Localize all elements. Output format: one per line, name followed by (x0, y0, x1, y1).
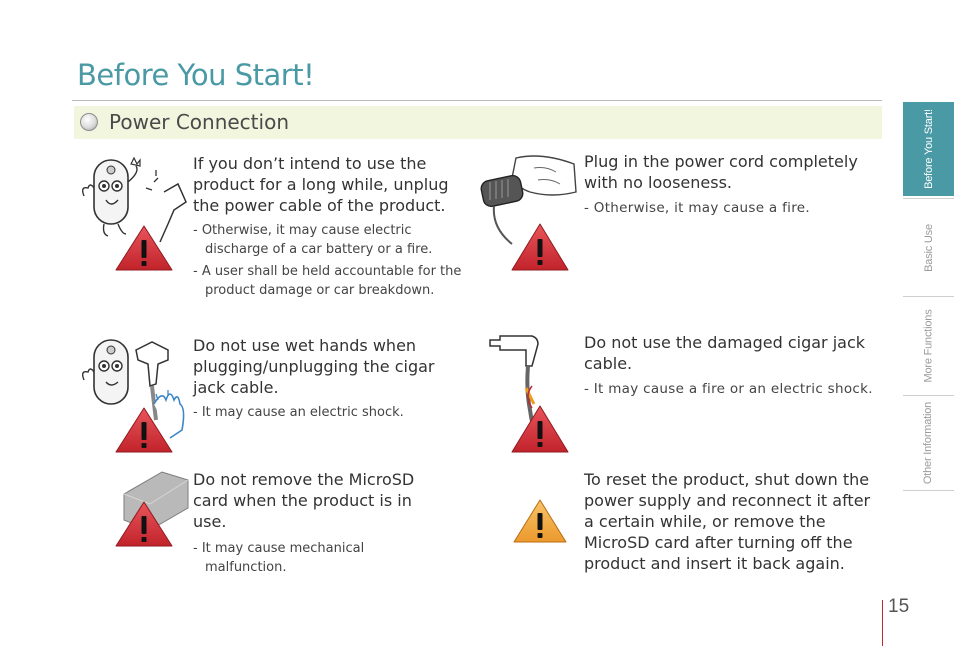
wet-hands-illustration (78, 334, 190, 454)
wet-hands-heading: Do not use wet hands when plugging/unplugging the cigar jack cable. (193, 336, 435, 397)
device-character-icon (83, 158, 140, 236)
tab-divider (903, 490, 954, 491)
unplug-warning (193, 153, 465, 300)
tab-label: More Functions (922, 309, 935, 383)
tab-basic-use[interactable] (903, 200, 954, 296)
damaged-cable-note-1: - It may cause a fire or an electric shock. (584, 381, 873, 397)
unplug-note-1: - Otherwise, it may cause electric discharge of a car battery or a fire. (193, 223, 433, 257)
warning-icon (512, 406, 568, 452)
microsd-illustration (110, 466, 192, 548)
reset-instruction (584, 469, 874, 574)
plug-in-heading: Plug in the power cord completely with no looseness. (584, 152, 858, 192)
microsd-heading: Do not remove the MicroSD card when the product is in use. (193, 470, 415, 531)
microsd-note-1: - It may cause mechanical malfunction. (193, 541, 365, 575)
damaged-cable-warning (584, 332, 876, 399)
bullet-circle-icon (80, 113, 98, 131)
unplug-note-2: - A user shall be held accountable for the product damage or car breakdown. (193, 264, 462, 298)
tab-divider (903, 296, 954, 297)
tab-label: Before You Start! (922, 109, 935, 189)
section-title: Power Connection (109, 110, 289, 134)
page-title: Before You Start! (77, 58, 315, 92)
unplug-illustration (78, 152, 190, 272)
damaged-cable-heading: Do not use the damaged cigar jack cable. (584, 333, 866, 373)
damaged-cable-illustration (472, 330, 584, 454)
tab-divider (903, 198, 954, 199)
tab-label: Other Information (922, 401, 935, 485)
title-divider (72, 100, 882, 101)
tab-label: Basic Use (922, 224, 935, 272)
microsd-warning (193, 469, 443, 577)
hand-plug-icon (480, 156, 576, 244)
warning-icon (512, 224, 568, 270)
section-header (74, 106, 882, 139)
wet-hands-warning (193, 335, 455, 423)
tab-before-you-start[interactable] (903, 102, 954, 196)
plug-in-illustration (472, 148, 584, 272)
power-plug-icon (146, 170, 186, 242)
device-character-icon (83, 340, 128, 404)
tab-divider (903, 395, 954, 396)
page-number: 15 (888, 596, 910, 617)
unplug-heading: If you don’t intend to use the product for a long while, unplug the power cable of the product. (193, 154, 449, 215)
reset-heading: To reset the product, shut down the power supply and reconnect it after a certain while, or remove the MicroSD card after turning off the product and insert it back again. (584, 470, 871, 573)
caution-icon (514, 500, 566, 542)
plug-in-note-1: - Otherwise, it may cause a fire. (584, 200, 810, 216)
tab-more-functions[interactable] (903, 298, 954, 394)
wet-hands-note-1: - It may cause an electric shock. (193, 405, 404, 420)
reset-caution-illustration (512, 498, 568, 544)
plug-in-warning (584, 151, 874, 218)
page-number-marker (882, 600, 883, 646)
tab-other-information[interactable] (903, 397, 954, 489)
